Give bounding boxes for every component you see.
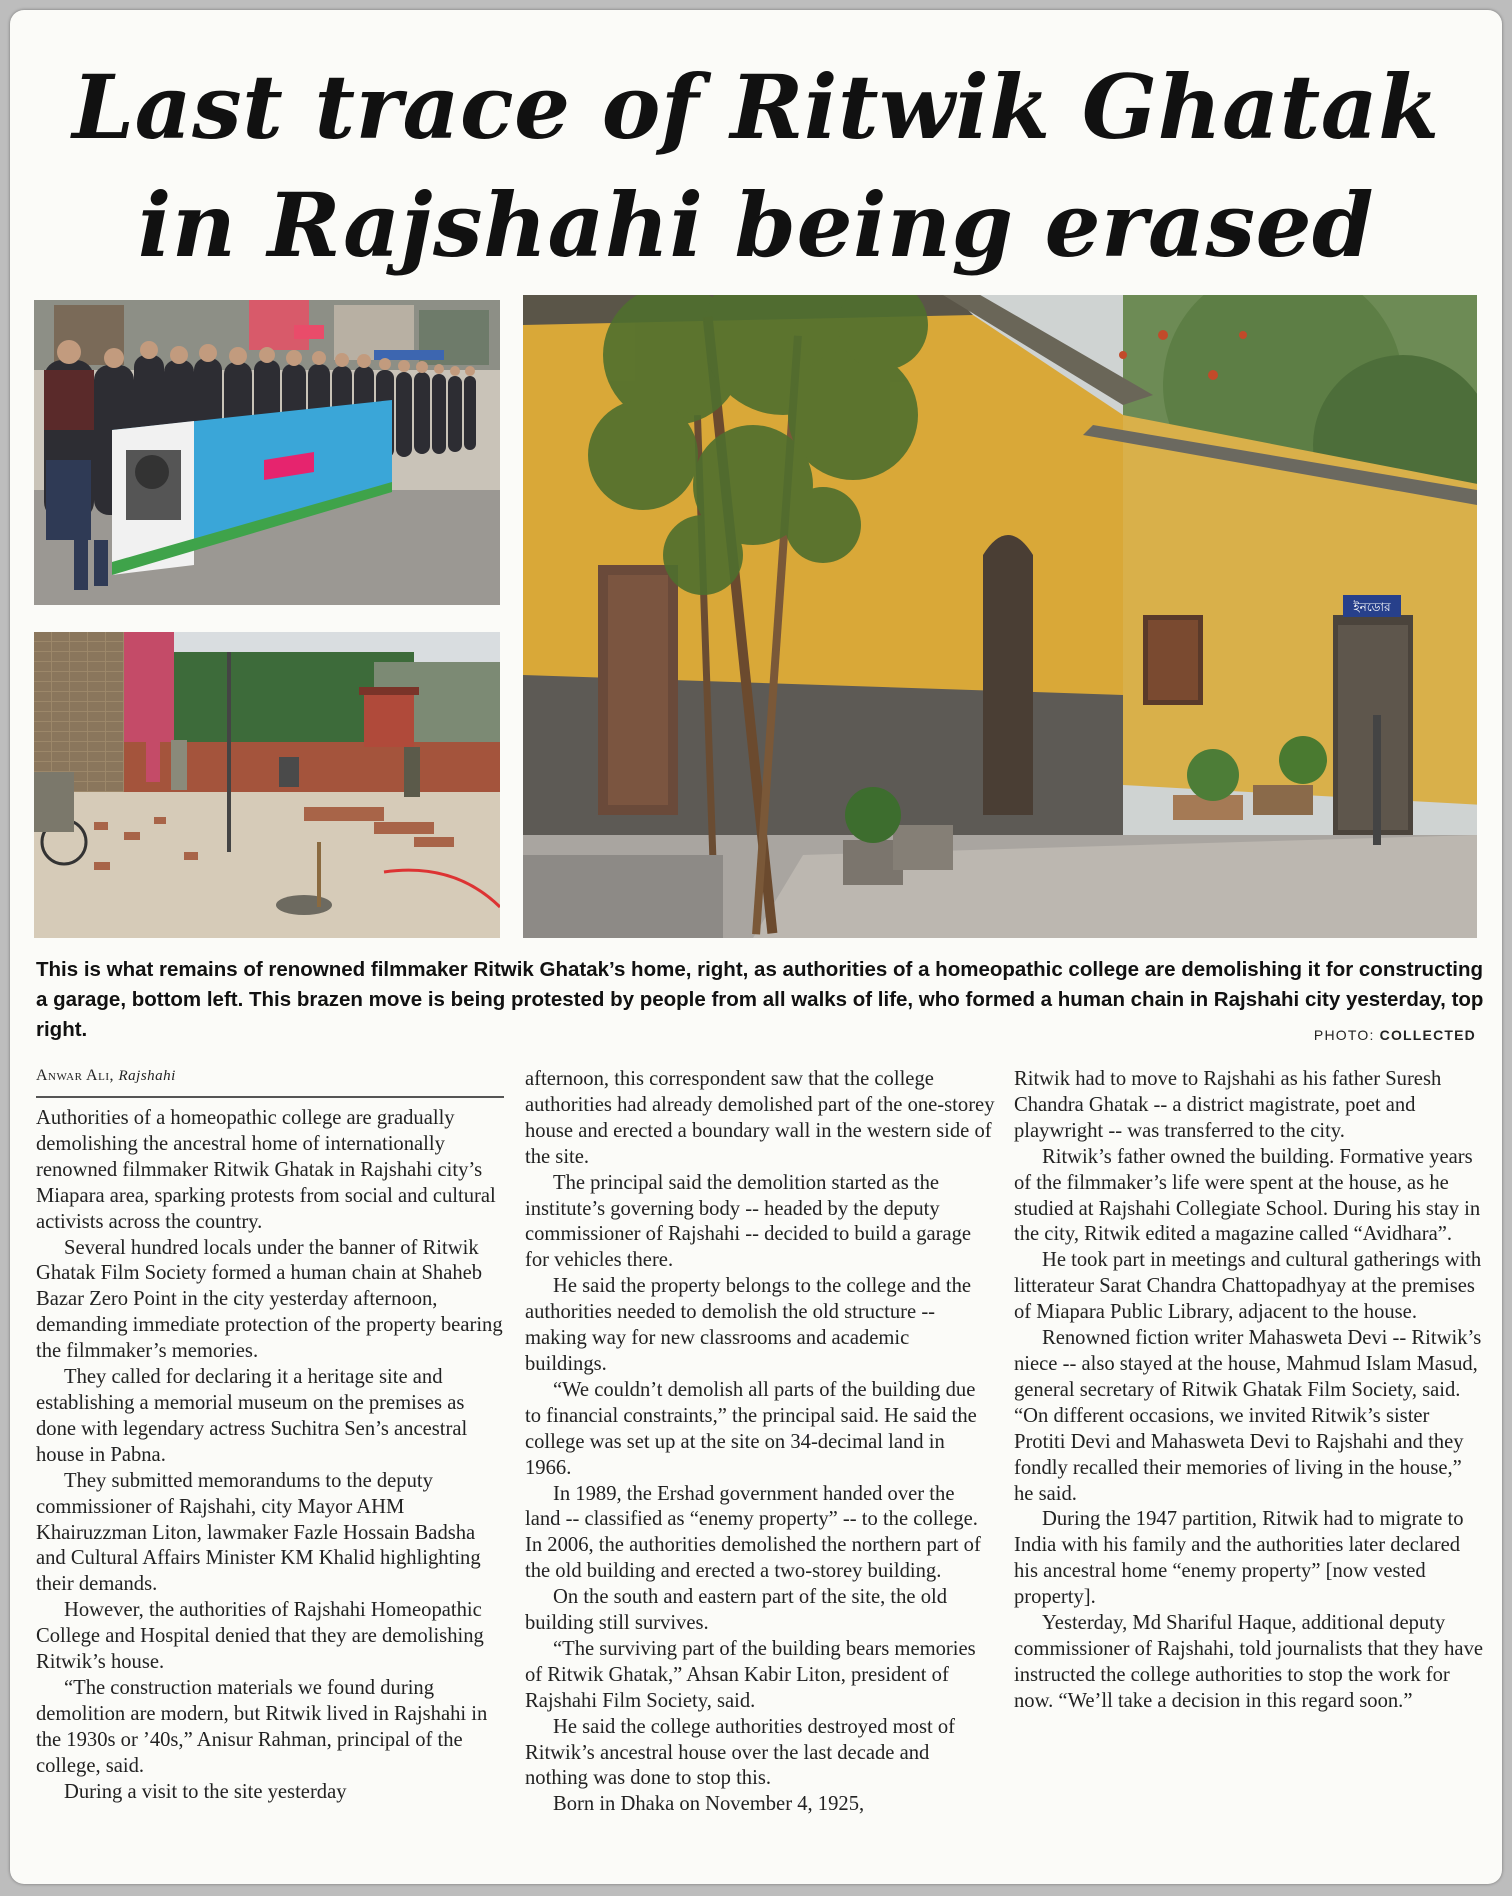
headline-line-2: in Rajshahi being erased xyxy=(137,173,1375,277)
byline xyxy=(36,1067,504,1085)
article-paragraph: He said the college authorities destroyed most of Ritwik’s ancestral house over the last decade and nothing was done to stop this. xyxy=(525,1715,956,1790)
article-paragraph: Several hundred locals under the banner of Ritwik Ghatak Film Society formed a human chain at Shaheb Bazar Zero Point in the city yesterday afternoon, demanding immediate protection of the property bearing the filmmaker’s memories. xyxy=(36,1236,503,1363)
photo-ghatak-house xyxy=(523,295,1477,938)
article-column-3 xyxy=(1014,1067,1484,1715)
byline-location: Rajshahi xyxy=(118,1068,176,1084)
article-paragraph: Born in Dhaka on November 4, 1925, xyxy=(553,1793,865,1816)
article-paragraph: However, the authorities of Rajshahi Homeopathic College and Hospital denied that they are demolishing Ritwik’s house. xyxy=(36,1599,484,1674)
headline xyxy=(10,48,1502,284)
article-paragraph: Renowned fiction writer Mahasweta Devi -- Ritwik’s niece -- also stayed at the house, Mahmud Islam Masud, general secretary of Ritwik Ghatak Film Society, said. “On different occasions, we invited Ritwik’s sister Protiti Devi and Mahasweta Devi to Rajshahi and they fondly recalled their memories of living in the house,” he said. xyxy=(1014,1327,1482,1505)
headline-line-1: Last trace of Ritwik Ghatak xyxy=(72,55,1440,159)
article-paragraph: During a visit to the site yesterday xyxy=(64,1780,347,1803)
article-paragraph: They submitted memorandums to the deputy commissioner of Rajshahi, city Mayor AHM Khairuzzman Liton, lawmaker Fazle Hossain Badsha and Cultural Affairs Minister KM Khalid highlighting their demands. xyxy=(36,1469,481,1596)
newspaper-page xyxy=(10,10,1502,1884)
article-paragraph: On the south and eastern part of the site, the old building still survives. xyxy=(525,1586,948,1635)
article-paragraph: “The construction materials we found during demolition are modern, but Ritwik lived in Rajshahi in the 1930s or ’40s,” Anisur Rahman, principal of the college, said. xyxy=(36,1676,488,1777)
article-paragraph: “The surviving part of the building bears memories of Ritwik Ghatak,” Ahsan Kabir Liton, president of Rajshahi Film Society, said. xyxy=(525,1637,976,1712)
article-paragraph: afternoon, this correspondent saw that the college authorities had already demolished part of the one-storey house and erected a boundary wall in the western side of the site. xyxy=(525,1068,995,1168)
article-paragraph: “We couldn’t demolish all parts of the building due to financial constraints,” the principal said. He said the college was set up at the site on 34-decimal land in 1966. xyxy=(525,1378,977,1479)
article-column-2 xyxy=(525,1067,995,1818)
article-paragraph: Authorities of a homeopathic college are gradually demolishing the ancestral home of internationally renowned filmmaker Ritwik Ghatak in Rajshahi city’s Miapara area, sparking protests from social and cultural activists across the country. xyxy=(36,1107,496,1233)
article-paragraph: Ritwik’s father owned the building. Formative years of the filmmaker’s life were spent at the house, as he studied at Rajshahi Collegiate School. During his stay in the city, Ritwik edited a magazine called “Avidhara”. xyxy=(1014,1145,1481,1246)
article-paragraph: The principal said the demolition started as the institute’s governing body -- headed by the deputy commissioner of Rajshahi -- decided to build a garage for vehicles there. xyxy=(525,1171,972,1272)
photo-demolition-site xyxy=(34,632,500,938)
photo-credit xyxy=(1314,1027,1476,1043)
byline-name: Anwar Ali, xyxy=(36,1067,114,1084)
article-paragraph: During the 1947 partition, Ritwik had to migrate to India with his family and the authorities later declared his ancestral home “enemy property” [now vested property]. xyxy=(1014,1508,1464,1609)
photo-credit-value: COLLECTED xyxy=(1379,1027,1476,1043)
article-paragraph: They called for declaring it a heritage site and establishing a memorial museum on the premises as done with legendary actress Suchitra Sen’s ancestral house in Pabna. xyxy=(36,1366,468,1466)
article-paragraph: Yesterday, Md Shariful Haque, additional deputy commissioner of Rajshahi, told journalists that they have instructed the college authorities to stop the work for now. “We’ll take a decision in this regard soon.” xyxy=(1014,1612,1484,1712)
photo-caption: This is what remains of renowned filmmaker Ritwik Ghatak’s home, right, as authorities of a homeopathic college are demolishing it for constructing a garage, bottom left. This brazen move is being protested by people from all walks of life, who formed a human chain in Rajshahi city yesterday, top right. xyxy=(36,958,1484,1041)
article-paragraph: He said the property belongs to the college and the authorities needed to demolish the old structure -- making way for new classrooms and academic buildings. xyxy=(525,1275,972,1375)
article-paragraph: In 1989, the Ershad government handed over the land -- classified as “enemy property” -- to the college. In 2006, the authorities demolished the northern part of the old building and erected a two-storey building. xyxy=(525,1482,981,1583)
photo-human-chain xyxy=(34,300,500,605)
article-column-1 xyxy=(36,1106,506,1805)
article-paragraph: Ritwik had to move to Rajshahi as his father Suresh Chandra Ghatak -- a district magistrate, poet and playwright -- was transferred to the city. xyxy=(1014,1068,1442,1142)
house-door-sign: ইনডোর xyxy=(1353,600,1391,614)
byline-divider xyxy=(36,1096,504,1098)
photo-credit-label: PHOTO: xyxy=(1313,1027,1375,1043)
article-paragraph: He took part in meetings and cultural gatherings with litterateur Sarat Chandra Chattopadhyay at the premises of Miapara Public Library, adjacent to the house. xyxy=(1014,1249,1482,1324)
